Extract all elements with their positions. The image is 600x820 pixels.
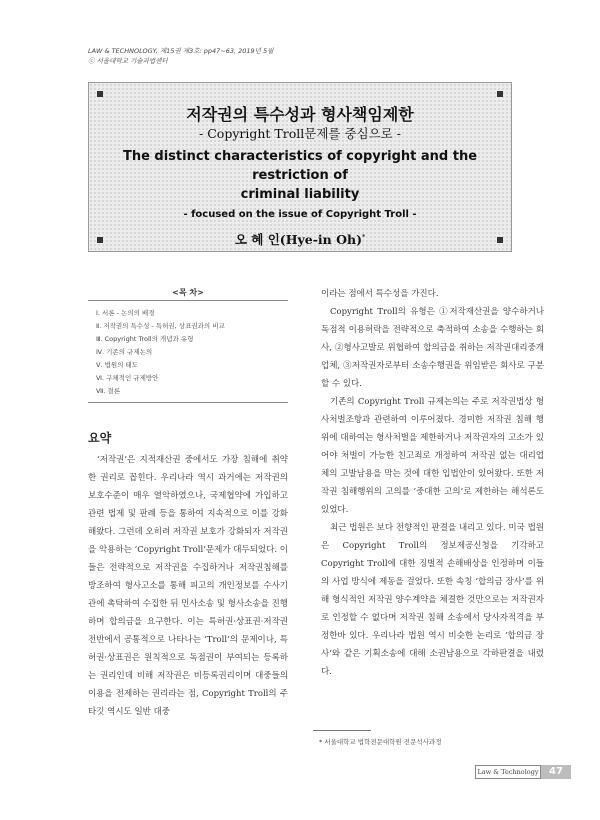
abstract-right-column [321, 285, 544, 681]
title-korean: 저작권의 특수성과 형사책임제한 [186, 105, 414, 124]
abstract-paragraph: 최근 법원은 보다 전향적인 판결을 내리고 있다. 미국 법원은 Copyright Troll의 정보제공신청을 기각하고 Copyright Troll에 대한 징벌적 손해배상을 인정하며 이들의 사업 방식에 제동을 걸었다. 또한 속칭 ‘합의금 장사’를 위해 형식적인 저작권 양수계약을 체결한 것만으로는 저작권자로 인정할 수 없다며 저작권 침해 소송에서 당사자적격을 부정한바 있다. 우리나라 법원 역시 비슷한 논리로 ‘합의금 장사’와 같은 기획소송에 대해 소권남용으로 각하판결을 내렸다. [321, 523, 544, 677]
author-footnote-mark: * [362, 234, 366, 241]
toc-item: Ⅰ. 서론 - 논의의 배경 [96, 309, 155, 317]
toc-item: Ⅴ. 법원의 태도 [96, 361, 139, 369]
title-box [88, 82, 512, 252]
title-english-line: criminal liability [240, 187, 360, 202]
page-number: 47 [541, 765, 571, 779]
subtitle-english: - focused on the issue of Copyright Troll - [183, 209, 417, 220]
corner-square-icon [97, 91, 103, 97]
toc-divider [88, 300, 288, 301]
abstract-left-column [88, 451, 288, 721]
author-line [89, 229, 511, 249]
journal-citation: LAW & TECHNOLOGY, 제15권 제3호: pp47~63, 2019년 5월 [88, 47, 274, 55]
title-english [89, 147, 511, 204]
corner-square-icon [497, 91, 503, 97]
toc-title: <목 차> [172, 288, 204, 297]
footnote-divider [313, 730, 371, 731]
copyright-notice: ⓒ 서울대학교 기술과법센터 [88, 57, 168, 65]
subtitle-korean: - Copyright Troll문제를 중심으로 - [199, 126, 401, 141]
toc-divider [88, 402, 288, 403]
journal-header [88, 46, 273, 66]
title-english-line: The distinct characteristics of copyright and the restriction of [122, 149, 478, 183]
abstract-paragraph: ‘저작권’은 지적재산권 중에서도 가장 침해에 취약한 권리로 꼽힌다. 우리나라 역시 과거에는 저작권의 보호수준이 매우 열악하였으나, 국제협약에 가입하고 관련 법제 및 판례 등을 통하여 지속적으로 이를 강화해왔다. 그런데 오히려 저작권 보호가 강화되자 저작권을 악용하는 ‘Copyright Troll’문제가 대두되었다. 이들은 전략적으로 저작권을 수집하거나 저작권침해를 방조하여 형사고소를 통해 피고의 개인정보를 수사기관에 촉탁하여 수집한 뒤 민사소송 및 형사소송을 진행하며 합의금을 요구한다. 이는 특허권·상표권·저작권 전반에서 공통적으로 나타나는 ‘Troll’의 문제이나, 특허권·상표권은 원칙적으로 독점권이 부여되는 등록하는 권리인데 비해 저작권은 비등록권리이며 대중들의 이용을 전제하는 권리라는 점, Copyright Troll의 주 타깃 역시도 일반 대중 [88, 455, 288, 717]
toc-item: Ⅶ. 결론 [96, 387, 120, 395]
abstract-heading: 요약 [88, 431, 112, 445]
footer-journal: Law & Technology [475, 765, 541, 779]
toc-item: Ⅳ. 기존의 규제논의 [96, 348, 153, 356]
table-of-contents [88, 288, 288, 403]
abstract-paragraph: 기존의 Copyright Troll 규제논의는 주로 저작권법상 형사처벌조항과 관련하여 이루어졌다. 경미한 저작권 침해 행위에 대하여는 형사처벌을 제한하거나 저작권자의 고소가 있어야 처벌이 가능한 친고죄로 개정하여 저작권 없는 대리업체의 고발남용을 막는 것에 대한 입법안이 있어왔다. 또한 저작권 침해행위의 고의를 ‘중대한 고의’로 제한하는 해석론도 있었다. [321, 397, 544, 515]
abstract-paragraph: Copyright Troll의 유형은 ①저작재산권을 양수하거나 독점적 이용허락을 전략적으로 축적하여 소송을 수행하는 회사, ②형사고발로 위협하여 합의금을 취하는 저작권대리중개업체, ③저작권자로부터 소송수행권을 위임받은 회사로 구분할 수 있다. [321, 307, 544, 389]
abstract-paragraph: 이라는 점에서 특수성을 가진다. [321, 289, 439, 299]
footnote: * 서울대학교 법학전문대학원 전문석사과정 [319, 738, 442, 746]
toc-item: Ⅱ. 저작권의 특수성 - 특허권, 상표권과의 비교 [96, 322, 225, 330]
toc-item: Ⅲ. Copyright Troll의 개념과 유형 [96, 335, 194, 343]
toc-item: Ⅵ. 구체적인 규제방안 [96, 374, 159, 382]
author-name: 오 혜 인(Hye-in Oh) [234, 232, 362, 248]
